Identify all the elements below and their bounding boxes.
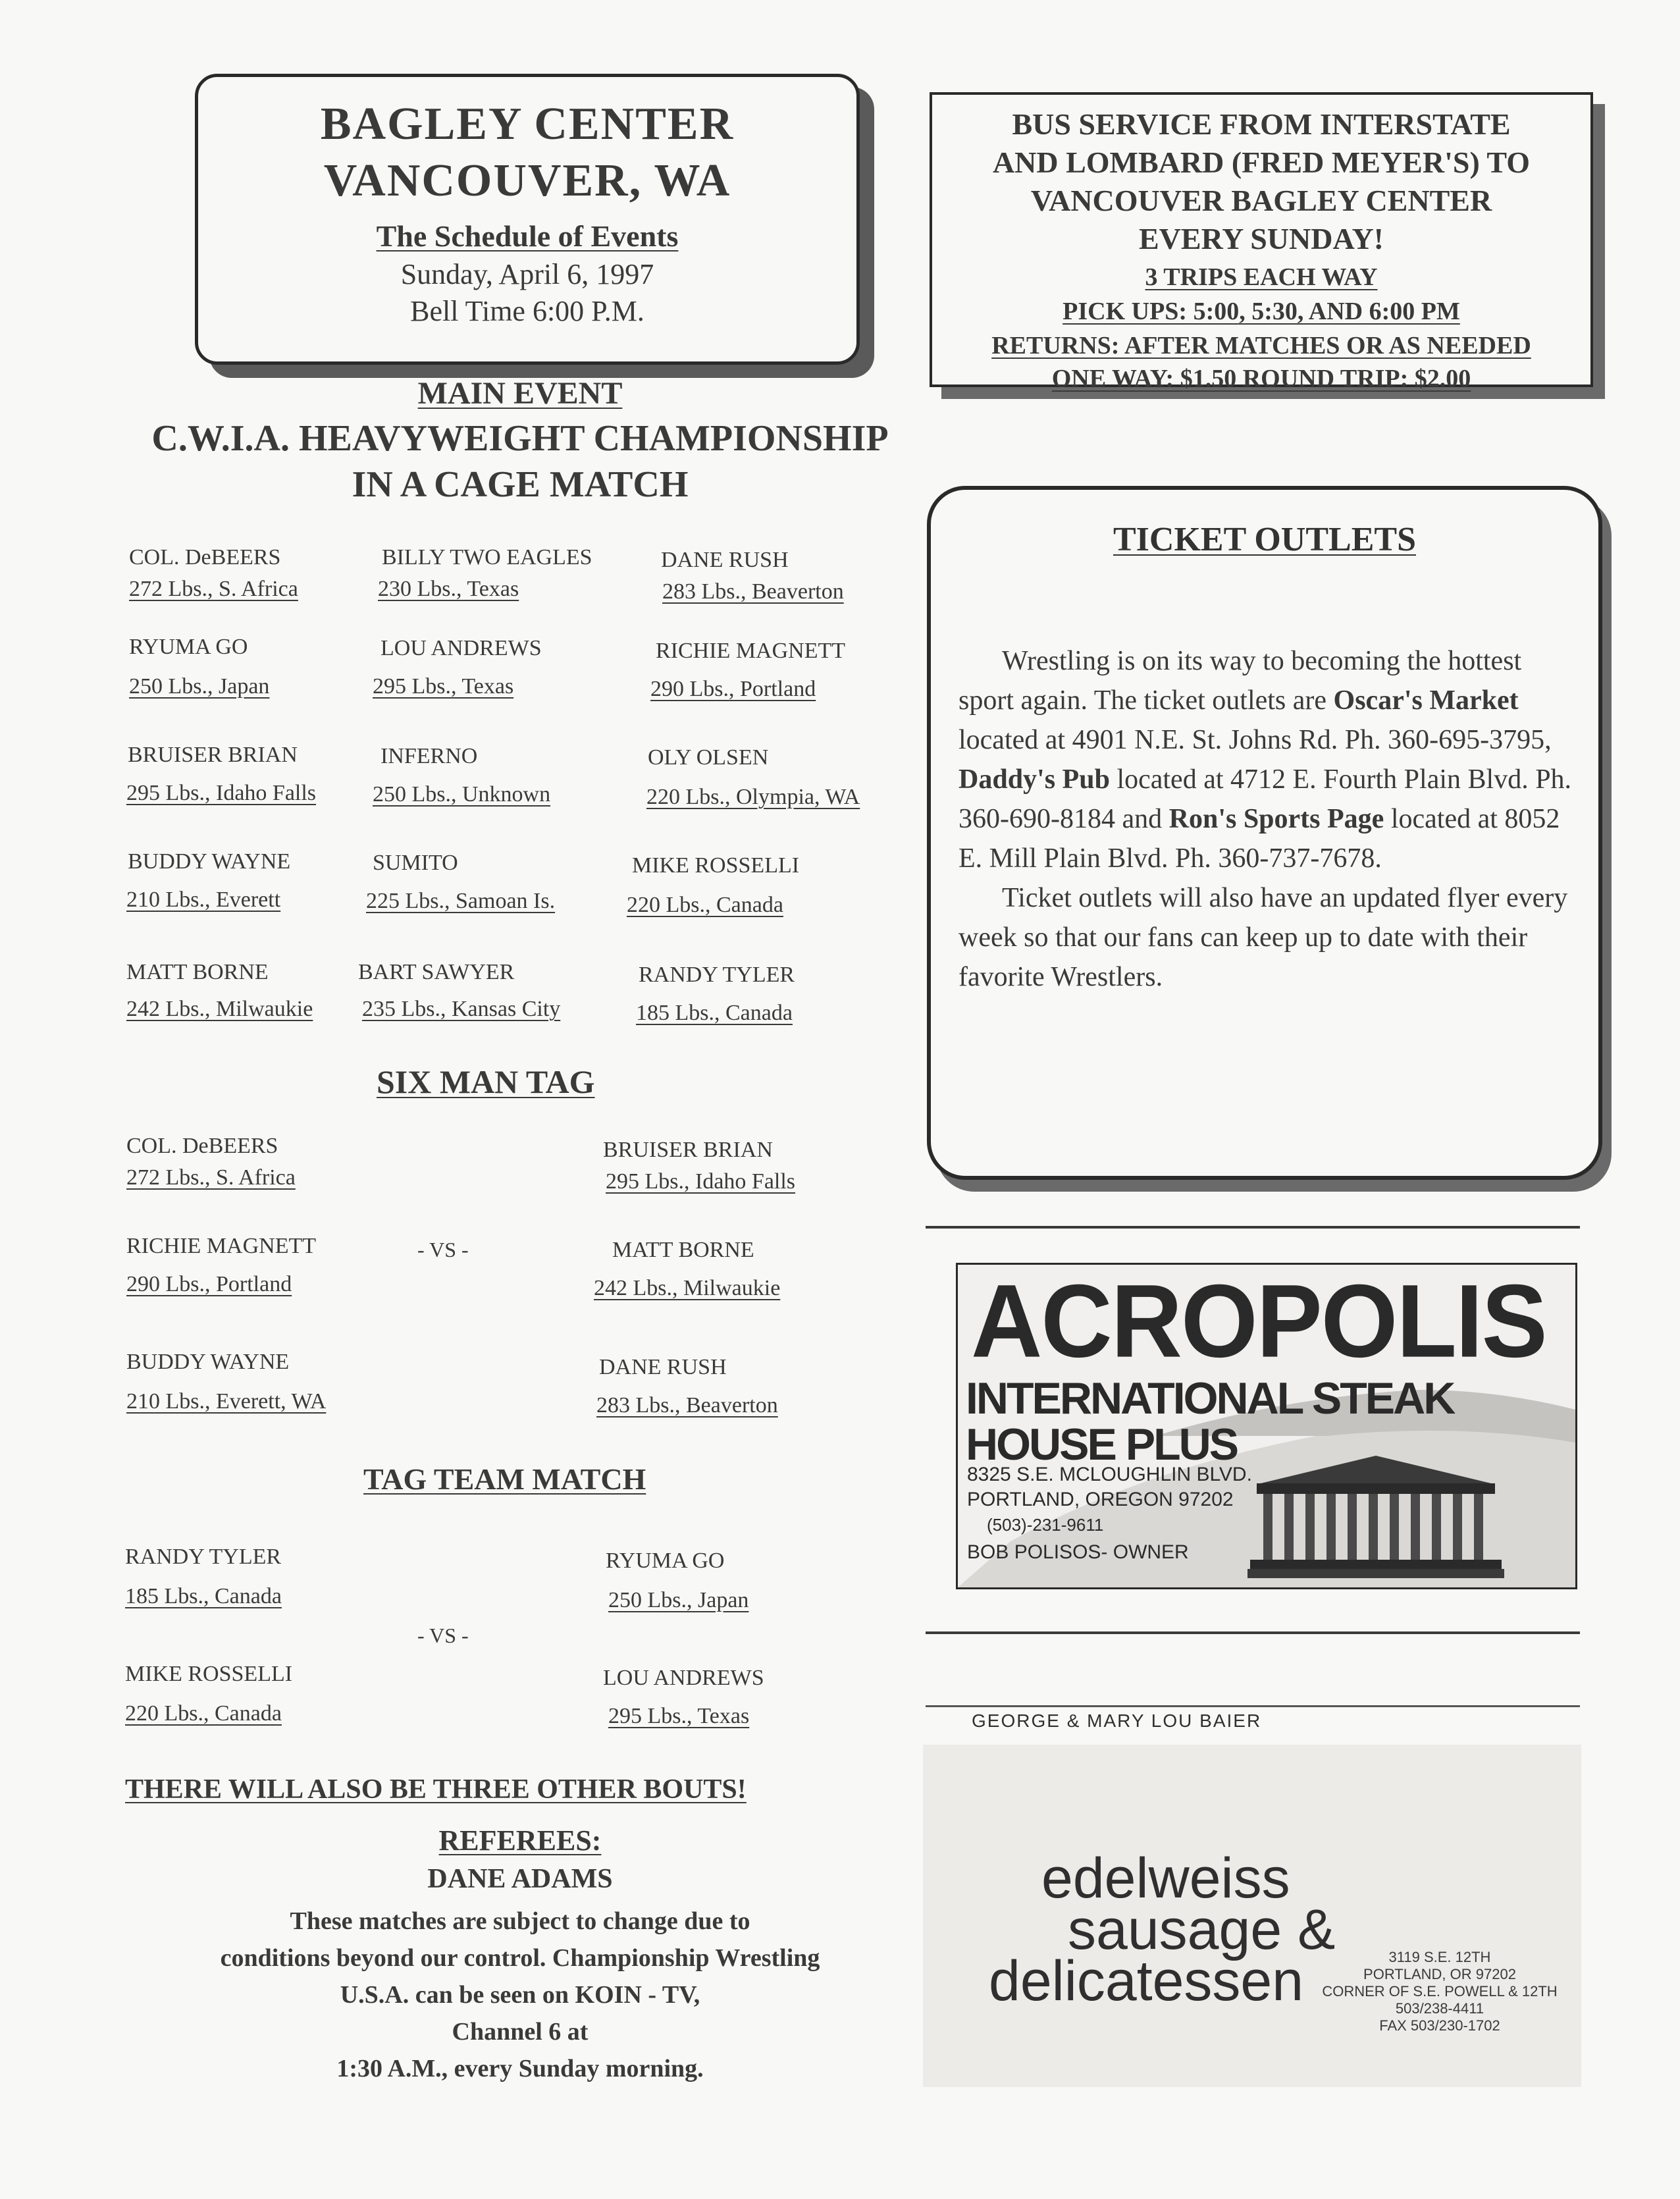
edelweiss-address-line: PORTLAND, OR 97202 (1363, 1966, 1516, 1982)
acropolis-name: ACROPOLIS (971, 1263, 1546, 1379)
wrestler-name: RICHIE MAGNETT (126, 1234, 317, 1258)
wrestler-name: BUDDY WAYNE (128, 849, 291, 874)
wrestler-name: BRUISER BRIAN (128, 743, 298, 767)
wrestler-info: 290 Lbs., Portland (126, 1272, 292, 1296)
wrestler-name: RICHIE MAGNETT (656, 639, 846, 663)
acropolis-owner: BOB POLISOS- OWNER (967, 1541, 1189, 1563)
acropolis-phone: (503)-231-9611 (987, 1515, 1104, 1535)
wrestler-info: 220 Lbs., Canada (627, 893, 783, 917)
wrestler-info: 220 Lbs., Canada (125, 1701, 282, 1726)
ticket-text: located at 8052 E. Mill Plain Blvd. Ph. 360-737-7678. (958, 804, 1560, 874)
schedule-label: The Schedule of Events (376, 219, 679, 253)
wrestler-name: DANE RUSH (599, 1355, 727, 1379)
wrestler-info: 185 Lbs., Canada (125, 1584, 282, 1608)
wrestler-name: BUDDY WAYNE (126, 1350, 290, 1374)
ticket-outlets-body (958, 641, 1577, 997)
wrestler-info: 230 Lbs., Texas (378, 577, 519, 601)
vs-label: - VS - (417, 1238, 469, 1261)
acropolis-address-1: 8325 S.E. MCLOUGHLIN BLVD. (967, 1464, 1252, 1485)
disclaimer-line-1: These matches are subject to change due to (290, 1907, 750, 1935)
disclaimer-line-3: U.S.A. can be seen on KOIN - TV, (340, 1981, 700, 2009)
edelweiss-address-line: 3119 S.E. 12TH (1388, 1949, 1491, 1965)
bus-line-4: EVERY SUNDAY! (1139, 222, 1384, 255)
wrestler-info: 295 Lbs., Texas (373, 674, 514, 699)
disclaimer-line-2: conditions beyond our control. Championship Wrestling (220, 1944, 820, 1972)
bus-line-1: BUS SERVICE FROM INTERSTATE (1012, 107, 1511, 141)
six-man-tag-label: SIX MAN TAG (377, 1063, 595, 1100)
wrestler-info: 210 Lbs., Everett (126, 888, 281, 912)
divider (926, 1226, 1580, 1229)
wrestler-info: 242 Lbs., Milwaukie (126, 997, 313, 1021)
wrestler-name: BILLY TWO EAGLES (382, 545, 592, 570)
edelweiss-word: sausage & (1068, 1898, 1336, 1961)
referees-label: REFEREES: (438, 1824, 602, 1857)
divider (926, 1705, 1580, 1707)
edelweiss-address-line: 503/238-4411 (1395, 2000, 1484, 2017)
disclaimer-line-5: 1:30 A.M., every Sunday morning. (336, 2055, 704, 2082)
edelweiss-address (1305, 1949, 1575, 2034)
edelweiss-ad (923, 1745, 1581, 2087)
wrestler-info: 272 Lbs., S. Africa (126, 1165, 296, 1190)
edelweiss-word: edelweiss (1041, 1847, 1290, 1910)
wrestler-name: LOU ANDREWS (381, 636, 542, 660)
wrestler-name: SUMITO (373, 851, 458, 875)
ticket-outlets-box (927, 486, 1602, 1180)
parthenon-icon (1247, 1450, 1504, 1582)
wrestler-info: 295 Lbs., Idaho Falls (606, 1169, 796, 1194)
wrestler-name: LOU ANDREWS (603, 1666, 764, 1690)
vs-label: - VS - (417, 1624, 469, 1647)
event-date: Sunday, April 6, 1997 (400, 258, 654, 290)
main-event-title-2: IN A CAGE MATCH (352, 464, 689, 505)
wrestler-name: OLY OLSEN (648, 745, 769, 770)
main-event-label: MAIN EVENT (417, 376, 623, 411)
wrestler-name: MATT BORNE (612, 1238, 754, 1262)
bus-service-box (930, 92, 1593, 392)
wrestler-info: 283 Lbs., Beaverton (662, 579, 844, 604)
referee-name: DANE ADAMS (427, 1864, 613, 1894)
wrestler-name: MATT BORNE (126, 960, 269, 984)
bus-trips: 3 TRIPS EACH WAY (1145, 263, 1378, 291)
ticket-outlets-title: TICKET OUTLETS (1113, 521, 1416, 558)
wrestler-info: 295 Lbs., Idaho Falls (126, 781, 317, 805)
other-bouts-notice: THERE WILL ALSO BE THREE OTHER BOUTS! (125, 1774, 747, 1805)
wrestler-name: BART SAWYER (358, 960, 515, 984)
ticket-text: Wrestling is on its way to becoming the hottest sport again. The ticket outlets are (958, 646, 1522, 716)
wrestler-info: 225 Lbs., Samoan Is. (366, 889, 556, 913)
wrestler-info: 290 Lbs., Portland (650, 677, 816, 701)
wrestler-name: BRUISER BRIAN (603, 1138, 773, 1162)
wrestler-name: RANDY TYLER (639, 963, 795, 987)
wrestler-name: DANE RUSH (661, 548, 789, 572)
wrestler-info: 185 Lbs., Canada (636, 1001, 793, 1025)
bus-pickups: PICK UPS: 5:00, 5:30, AND 6:00 PM (1063, 298, 1460, 325)
venue-line-1: BAGLEY CENTER (320, 99, 735, 149)
tag-team-label: TAG TEAM MATCH (363, 1462, 646, 1496)
wrestler-name: COL. DeBEERS (126, 1134, 278, 1158)
wrestler-name: INFERNO (381, 744, 478, 768)
edelweiss-address-line: CORNER OF S.E. POWELL & 12TH (1322, 1983, 1558, 2000)
divider (926, 1631, 1580, 1634)
venue-line-2: VANCOUVER, WA (323, 155, 731, 206)
wrestler-info: 272 Lbs., S. Africa (129, 577, 298, 601)
wrestler-info: 220 Lbs., Olympia, WA (646, 785, 860, 809)
bus-line-3: VANCOUVER BAGLEY CENTER (1030, 184, 1492, 217)
acropolis-address-2: PORTLAND, OREGON 97202 (967, 1489, 1234, 1510)
wrestler-name: COL. DeBEERS (129, 545, 281, 570)
main-event-title-1: C.W.I.A. HEAVYWEIGHT CHAMPIONSHIP (151, 418, 889, 459)
bus-fares: ONE WAY: $1.50 ROUND TRIP: $2.00 (1051, 365, 1471, 392)
acropolis-ad (956, 1263, 1577, 1589)
wrestler-name: RANDY TYLER (125, 1545, 282, 1569)
bell-time: Bell Time 6:00 P.M. (410, 295, 644, 327)
wrestler-info: 242 Lbs., Milwaukie (594, 1276, 781, 1300)
edelweiss-address-line: FAX 503/230-1702 (1379, 2017, 1500, 2034)
wrestler-info: 295 Lbs., Texas (608, 1704, 750, 1728)
wrestler-info: 210 Lbs., Everett, WA (126, 1389, 327, 1414)
wrestler-name: RYUMA GO (129, 635, 248, 659)
wrestler-name: MIKE ROSSELLI (125, 1662, 293, 1686)
wrestler-name: MIKE ROSSELLI (632, 853, 800, 878)
wrestler-info: 235 Lbs., Kansas City (362, 997, 561, 1021)
bus-returns: RETURNS: AFTER MATCHES OR AS NEEDED (991, 332, 1531, 359)
edelweiss-owners: GEORGE & MARY LOU BAIER (972, 1710, 1262, 1731)
outlet-daddys-pub: Daddy's Pub (958, 764, 1110, 795)
event-header-box (195, 74, 860, 365)
bus-line-2: AND LOMBARD (FRED MEYER'S) TO (992, 146, 1531, 179)
outlet-rons-sports-page: Ron's Sports Page (1168, 804, 1384, 834)
acropolis-subtitle: INTERNATIONAL STEAK HOUSE PLUS (966, 1373, 1454, 1470)
wrestler-info: 283 Lbs., Beaverton (596, 1393, 778, 1417)
ticket-text-2: Ticket outlets will also have an updated flyer every week so that our fans can keep up to date with their favorite Wrestlers. (958, 883, 1568, 992)
wrestler-info: 250 Lbs., Unknown (373, 782, 551, 807)
ticket-text: located at 4901 N.E. St. Johns Rd. Ph. 360-695-3795, (958, 725, 1552, 755)
wrestler-name: RYUMA GO (606, 1549, 725, 1573)
wrestler-info: 250 Lbs., Japan (129, 674, 270, 699)
disclaimer-line-4: Channel 6 at (452, 2018, 589, 2046)
wrestler-info: 250 Lbs., Japan (608, 1588, 749, 1612)
edelweiss-word: delicatessen (989, 1949, 1304, 2013)
ticket-text: located at 4712 E. Fourth Plain Blvd. Ph. 360-690-8184 and (958, 764, 1572, 834)
outlet-oscars-market: Oscar's Market (1333, 685, 1519, 716)
